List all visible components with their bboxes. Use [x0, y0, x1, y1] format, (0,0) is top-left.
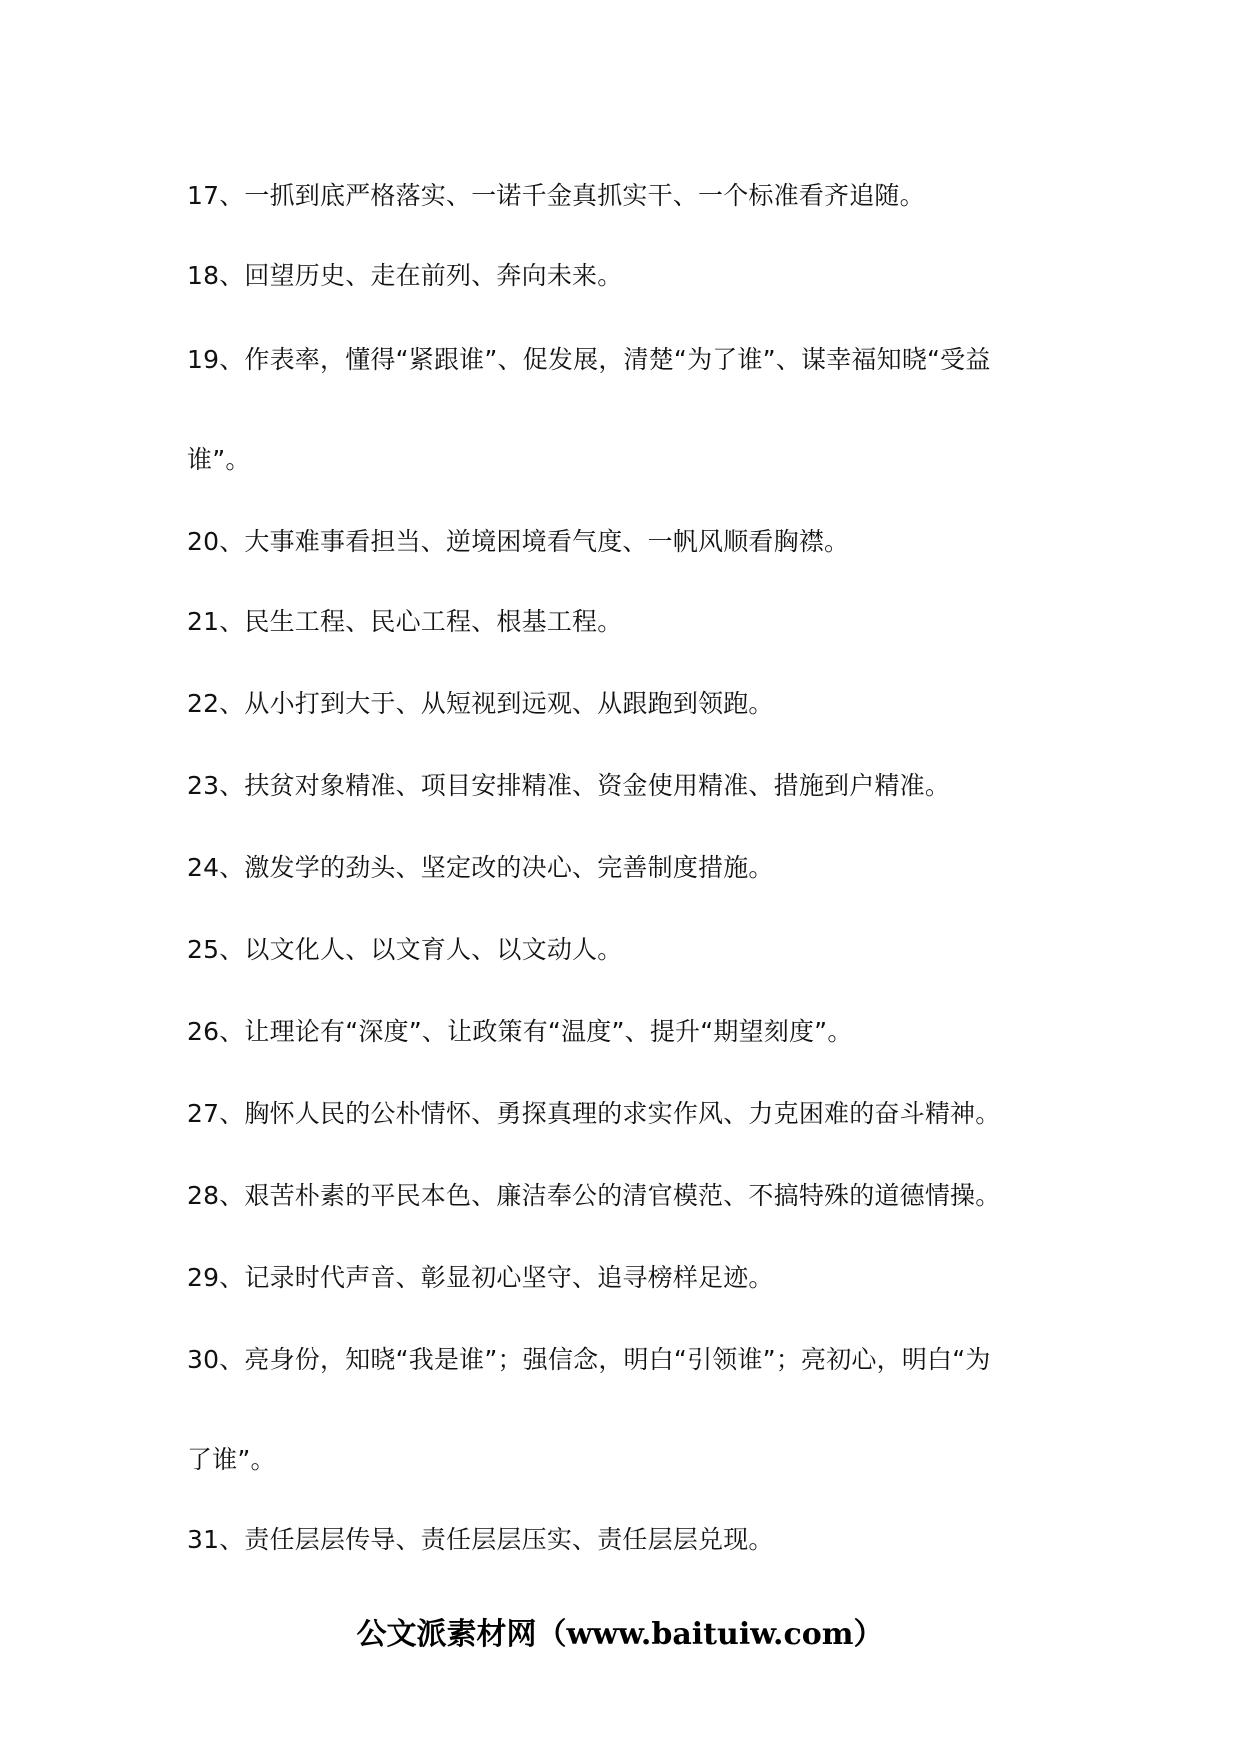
page-footer: 公文派素材网（www.baituiw.com） — [356, 1617, 884, 1652]
list-item-29: 29、记录时代声音、彰显初心坚守、追寻榜样足迹。 — [187, 1263, 774, 1292]
list-item-31: 31、责任层层传导、责任层层压实、责任层层兑现。 — [187, 1525, 774, 1554]
list-item-30-continuation: 了谁”。 — [187, 1445, 276, 1474]
list-item-28: 28、艰苦朴素的平民本色、廉洁奉公的清官模范、不搞特殊的道德情操。 — [187, 1181, 1001, 1210]
list-item-19-continuation: 谁”。 — [187, 445, 251, 474]
list-item-22: 22、从小打到大于、从短视到远观、从跟跑到领跑。 — [187, 689, 774, 718]
list-item-23: 23、扶贫对象精准、项目安排精准、资金使用精准、措施到户精准。 — [187, 771, 951, 800]
list-item-27: 27、胸怀人民的公朴情怀、勇探真理的求实作风、力克困难的奋斗精神。 — [187, 1099, 1001, 1128]
list-item-30: 30、亮身份，知晓“我是谁”；强信念，明白“引领谁”；亮初心，明白“为 — [187, 1345, 991, 1374]
list-item-25: 25、以文化人、以文育人、以文动人。 — [187, 935, 623, 964]
list-item-20: 20、大事难事看担当、逆境困境看气度、一帆风顺看胸襟。 — [187, 527, 850, 556]
list-item-19: 19、作表率，懂得“紧跟谁”、促发展，清楚“为了谁”、谋幸福知晓“受益 — [187, 345, 991, 374]
list-item-24: 24、激发学的劲头、坚定改的决心、完善制度措施。 — [187, 853, 774, 882]
list-item-18: 18、回望历史、走在前列、奔向未来。 — [187, 261, 623, 290]
list-item-26: 26、让理论有“深度”、让政策有“温度”、提升“期望刻度”。 — [187, 1017, 853, 1046]
list-item-21: 21、民生工程、民心工程、根基工程。 — [187, 607, 623, 636]
list-item-17: 17、一抓到底严格落实、一诺千金真抓实干、一个标准看齐追随。 — [187, 181, 925, 210]
